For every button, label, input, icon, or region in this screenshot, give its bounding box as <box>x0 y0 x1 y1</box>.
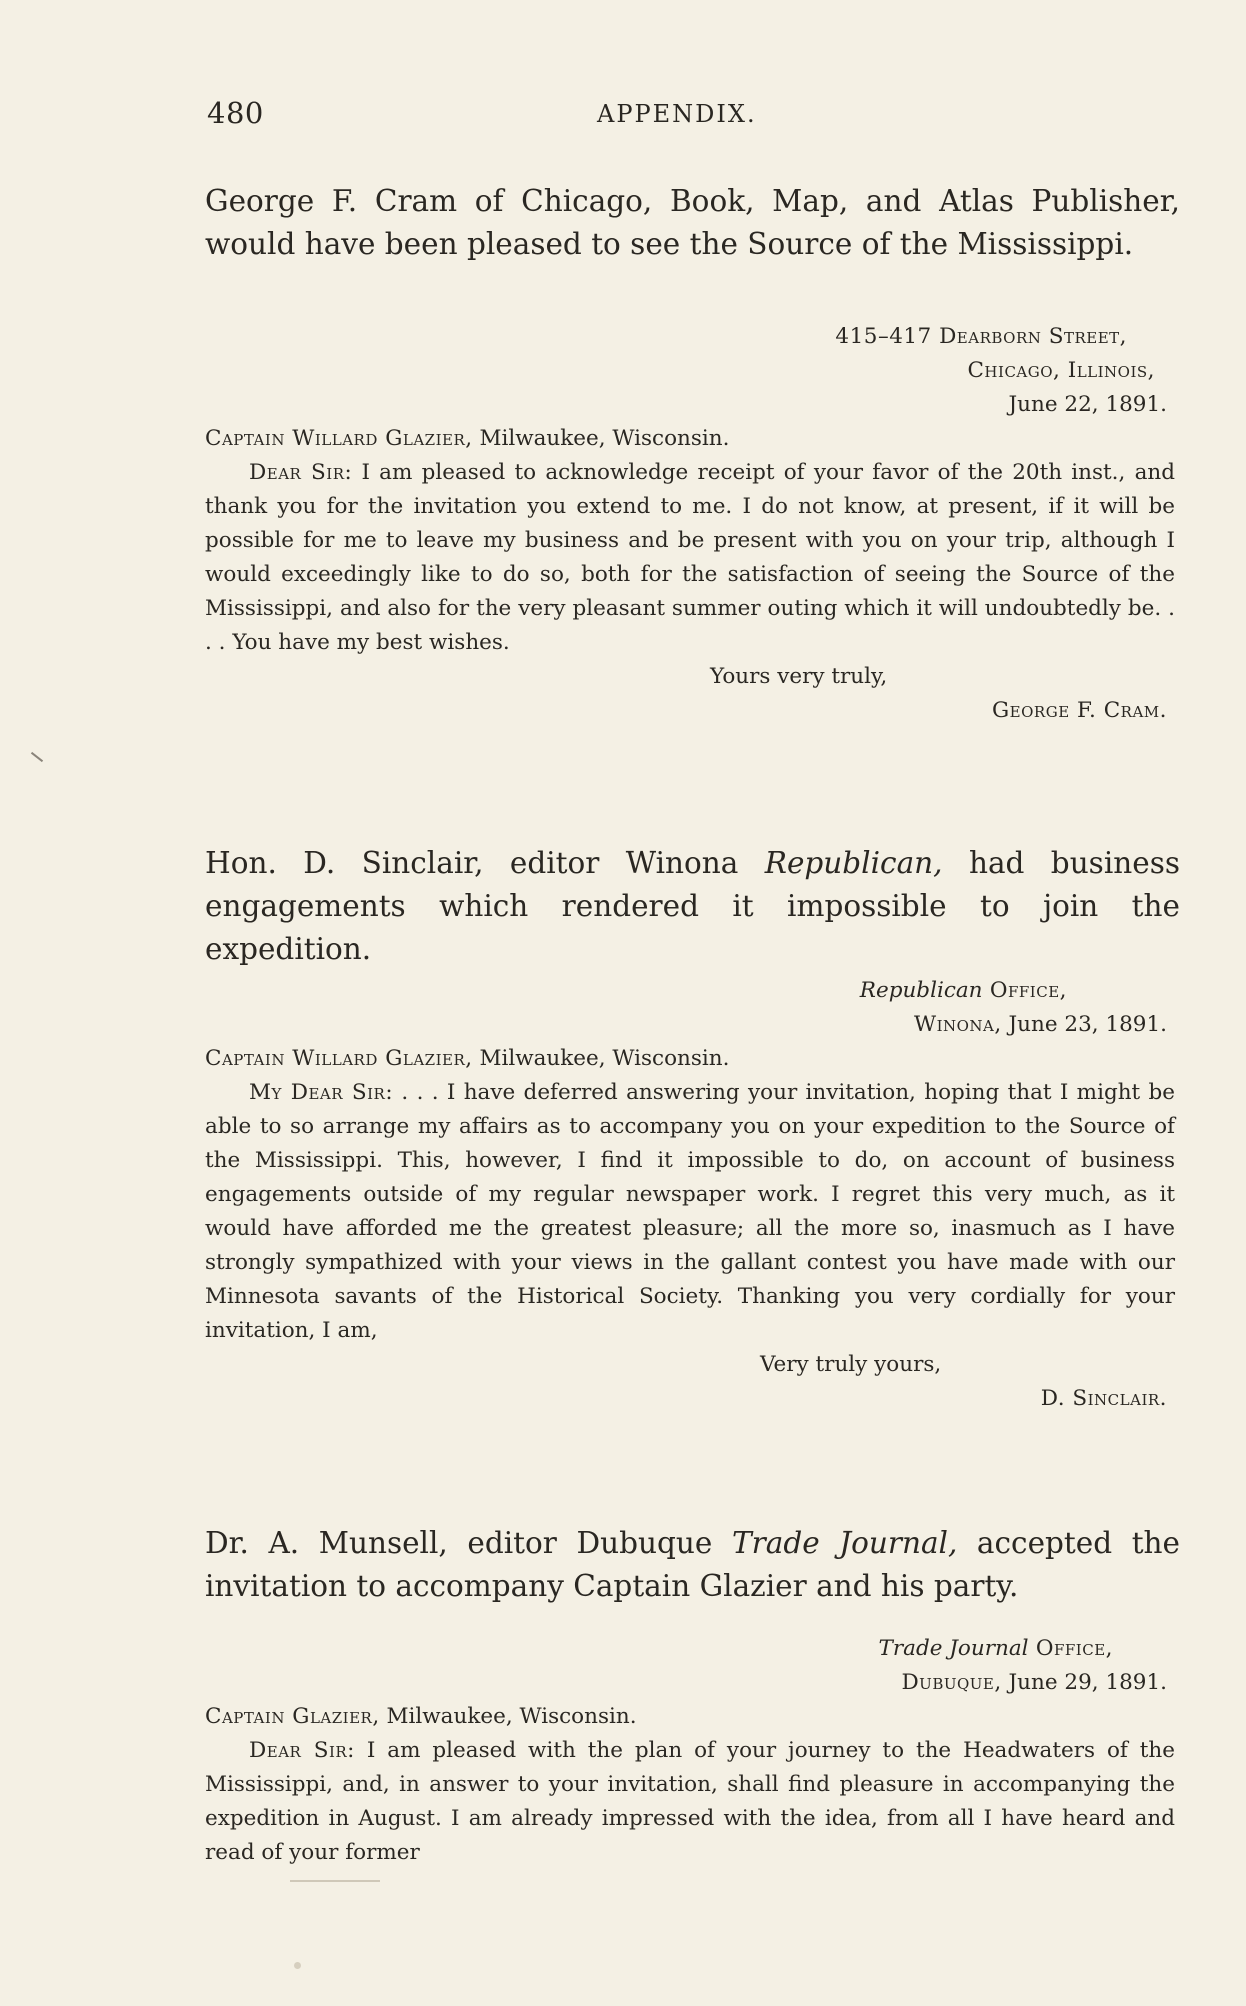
recipient-name: Captain Willard Glazier, <box>205 1046 473 1071</box>
newspaper-name: Republican, <box>764 846 943 880</box>
page-number: 480 <box>207 96 264 130</box>
recipient-name: Captain Glazier, <box>205 1704 380 1729</box>
office-label: Office, <box>1028 1636 1113 1661</box>
stray-ink-mark <box>31 752 43 762</box>
letter-body-text: I am pleased with the plan of your journey to the Headwaters of the Mississippi, and, in answer to your invitation, shall find pleasure in accompanying the expedition in August. I am already impressed with the idea, from all I have heard and read of your former <box>205 1738 1175 1865</box>
intro-paragraph-sinclair <box>205 842 1180 971</box>
intro-text: Dr. A. Munsell, editor Dubuque <box>205 1526 732 1560</box>
letter-signature: D. Sinclair. <box>1040 1386 1167 1411</box>
date: June 29, 1891. <box>1001 1670 1167 1695</box>
letter-date: June 22, 1891. <box>1008 392 1167 417</box>
letter-body <box>205 1076 1175 1348</box>
place: Dubuque, <box>901 1670 1002 1695</box>
place: Winona, <box>913 1012 1002 1037</box>
letter-address-street: 415–417 Dearborn Street, <box>835 324 1127 349</box>
date: June 23, 1891. <box>1001 1012 1167 1037</box>
intro-paragraph-cram: George F. Cram of Chicago, Book, Map, and Atlas Publisher, would have been pleased to see the Source of the Mississippi. <box>205 184 1180 261</box>
page-header <box>207 96 1177 136</box>
recipient-place: Milwaukee, Wisconsin. <box>472 426 730 451</box>
letter-body-text: I am pleased to acknowledge receipt of your favor of the 20th inst., and thank you for the invitation you extend to me. I do not know, at present, if it will be possible for me to leave my business and be present with you on your trip, although I would exceedingly like to do so, both for the satisfaction of seeing the Source of the Mississippi, and also for the very pleasant summer outing which it will undoubtedly be. . . . You have my best wishes. <box>205 460 1175 655</box>
letter-body <box>205 456 1175 660</box>
letter-recipient <box>205 1700 1175 1734</box>
salutation: Dear Sir: <box>249 460 353 485</box>
letter-body <box>205 1734 1175 1870</box>
letter-closing: Yours very truly, <box>710 664 888 689</box>
recipient-name: Captain Willard Glazier, <box>205 426 473 451</box>
paper-speck <box>294 1962 301 1969</box>
intro-text: Hon. D. Sinclair, editor Winona <box>205 846 765 880</box>
letter-munsell <box>205 1632 1175 1870</box>
office-label: Office, <box>982 978 1067 1003</box>
letter-closing: Very truly yours, <box>760 1352 942 1377</box>
letter-signature: George F. Cram. <box>992 698 1167 723</box>
office-name: Trade Journal <box>878 1636 1029 1661</box>
letter-recipient <box>205 422 1175 456</box>
salutation: Dear Sir: <box>249 1738 355 1763</box>
letter-address-city: Chicago, Illinois, <box>967 358 1155 383</box>
intro-text-rest: accepted the invitation to accompany Captain Glazier and his party. <box>205 1526 1181 1603</box>
running-head: APPENDIX. <box>597 100 757 128</box>
letter-place-date <box>205 1666 1175 1700</box>
letter-place-date <box>205 1008 1175 1042</box>
letter-office <box>205 1632 1175 1666</box>
letter-recipient <box>205 1042 1175 1076</box>
intro-paragraph-munsell <box>205 1522 1180 1608</box>
letter-office <box>205 974 1175 1008</box>
letter-sinclair <box>205 974 1175 1416</box>
newspaper-name: Trade Journal, <box>731 1526 958 1560</box>
recipient-place: Milwaukee, Wisconsin. <box>379 1704 637 1729</box>
recipient-place: Milwaukee, Wisconsin. <box>472 1046 730 1071</box>
intro-text-rest: had business engagements which rendered it impossible to join the expedition. <box>205 846 1180 966</box>
letter-cram <box>205 320 1175 728</box>
letter-body-text: . . . I have deferred answering your invitation, hoping that I might be able to so arrange my affairs as to accompany you on your expedition to the Source of the Mississippi. This, however, I find it impossible to do, on account of business engagements outside of my regular newspaper work. I regret this very much, as it would have afforded me the greatest pleasure; all the more so, inasmuch as I have strongly sympathized with your views in the gallant contest you have made with our Minnesota savants of the Historical Society. Thanking you very cordially for your invitation, I am, <box>205 1080 1176 1343</box>
salutation: My Dear Sir: <box>249 1080 394 1105</box>
faint-rule-mark <box>290 1880 380 1882</box>
office-name: Republican <box>859 978 983 1003</box>
